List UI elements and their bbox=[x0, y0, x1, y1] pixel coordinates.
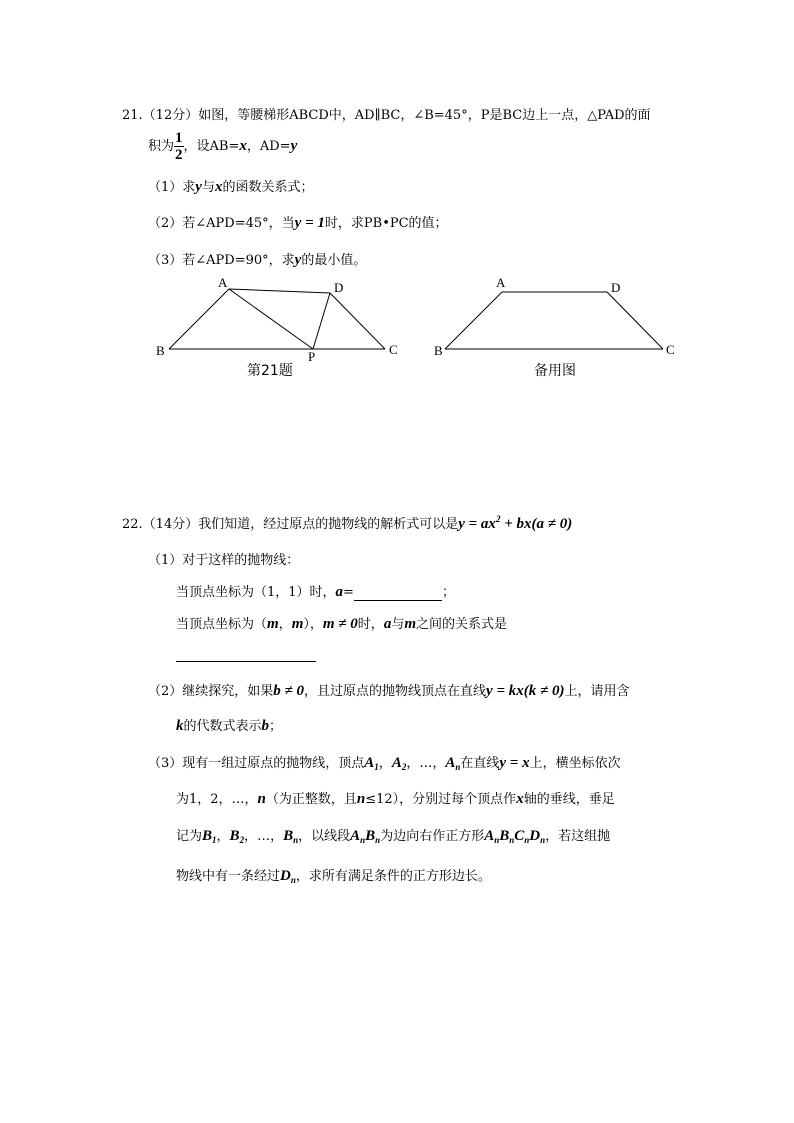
q21-heading: 21.（12分）如图，等腰梯形ABCD中，AD∥BC，∠B=45°，P是BC边上一点，△PAD的面 bbox=[122, 108, 651, 123]
q21-part2: （2）若∠APD=45°，当y = 1时，求PB•PC的值； bbox=[148, 215, 448, 231]
label-B: B bbox=[434, 343, 443, 358]
label-P: P bbox=[308, 349, 316, 364]
q22-part3-line4: 物线中有一条经过$D_n$，求所有满足条件的正方形边长。 bbox=[176, 868, 491, 885]
segment-AP bbox=[229, 289, 313, 349]
label-A: A bbox=[496, 275, 506, 290]
parabola-formula: $y = ax^2 + bx(a \ne 0)$ bbox=[458, 514, 573, 532]
q22-part1a: 当顶点坐标为（1，1）时，a= ； bbox=[176, 584, 455, 600]
figure-21-trapezoid bbox=[150, 272, 410, 384]
q21-part1: （1）求y与x的函数关系式； bbox=[148, 179, 314, 195]
label-D: D bbox=[334, 280, 344, 295]
q22-part1: （1）对于这样的抛物线： bbox=[148, 553, 300, 568]
q22-part3: （3）现有一组过原点的抛物线，顶点$A_1$，$A_2$，…，$A_n$在直线y = x上，横坐标依次 bbox=[148, 755, 621, 772]
label-C: C bbox=[389, 342, 398, 357]
q21-area-line: 积为 $\frac{1}{2}$ ，设AB=x，AD=y bbox=[148, 130, 298, 163]
segment-DC bbox=[607, 292, 663, 349]
q22-part3-line3: 记为$B_1$，$B_2$，…，$B_n$，以线段$A_nB_n$为边向右作正方形$A_nB_nC_nD_n$，若这组抛 bbox=[176, 828, 611, 845]
segment-DP bbox=[313, 293, 330, 349]
figure-backup-trapezoid bbox=[430, 272, 690, 384]
fraction-one-half: $\frac{1}{2}$ bbox=[175, 130, 183, 163]
label-D: D bbox=[611, 280, 621, 295]
answer-blank-relation[interactable] bbox=[176, 660, 316, 662]
label-A: A bbox=[218, 275, 228, 290]
q22-part1b: 当顶点坐标为（m，m），m ≠ 0时，a与m之间的关系式是 bbox=[176, 616, 508, 632]
answer-blank-a[interactable] bbox=[354, 585, 442, 601]
q22-part3-line2: 为1，2，…，n（为正整数，且n≤12），分别过每个顶点作x轴的垂线，垂足 bbox=[176, 791, 615, 807]
q22-part2-cont: k的代数式表示b； bbox=[176, 718, 283, 734]
segment-AB bbox=[169, 289, 229, 349]
figure-caption: 备用图 bbox=[534, 363, 576, 379]
segment-AD bbox=[229, 289, 330, 293]
label-C: C bbox=[666, 342, 675, 357]
q22-heading: 22.（14分）我们知道，经过原点的抛物线的解析式可以是$y = ax^2 + bx(a \ne 0)$ bbox=[122, 514, 573, 532]
q21-part3: （3）若∠APD=90°，求y的最小值。 bbox=[148, 252, 367, 268]
q22-part2: （2）继续探究，如果b ≠ 0，且过原点的抛物线顶点在直线y = kx(k ≠ 0)上，请用含 bbox=[148, 683, 630, 699]
label-B: B bbox=[156, 343, 165, 358]
segment-AB bbox=[445, 292, 502, 349]
segment-DC bbox=[330, 293, 385, 349]
figure-caption: 第21题 bbox=[247, 363, 293, 379]
